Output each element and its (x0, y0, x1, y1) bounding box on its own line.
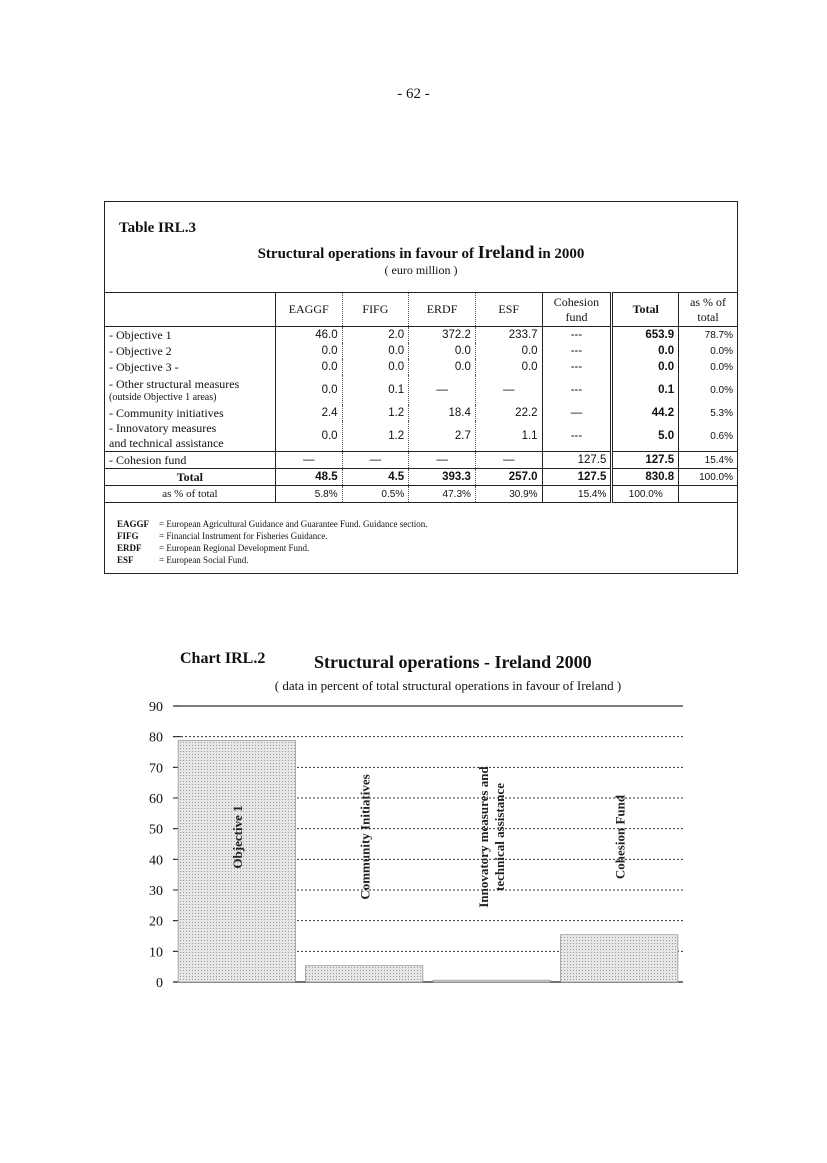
header-cohesion-fund: Cohesion fund (542, 293, 612, 327)
footnote-abbr: ERDF (117, 543, 142, 553)
percent-cell: 0.5% (342, 486, 409, 503)
table-cell: 0.0% (679, 343, 737, 359)
table-title-prefix: Structural operations in favour of (257, 246, 474, 262)
header-blank (105, 293, 275, 327)
row-label (105, 421, 275, 452)
table-cell: 0.0 (342, 343, 409, 359)
table-cell: 127.5 (612, 452, 679, 469)
table-cell: 0.0 (342, 359, 409, 375)
table-cell: 22.2 (475, 405, 542, 421)
bar-chart (0, 640, 827, 1000)
table-cell: 653.9 (612, 327, 679, 344)
footnote-line (117, 518, 427, 530)
table-row (105, 452, 737, 469)
footnote-line (117, 530, 427, 542)
y-tick-label: 60 (149, 792, 163, 807)
category-label-line: technical assistance (491, 783, 507, 891)
table-cell: — (475, 375, 542, 405)
table-cell: 0.0 (275, 343, 342, 359)
table-title-suffix: in 2000 (538, 246, 585, 262)
structural-operations-table (105, 292, 737, 503)
header-eaggf: EAGGF (275, 293, 342, 327)
total-cell: 48.5 (275, 469, 342, 486)
table-row (105, 327, 737, 344)
percent-row-label: as % of total (105, 486, 275, 503)
table-cell: 0.0 (612, 359, 679, 375)
footnote-line (117, 554, 427, 566)
total-row (105, 469, 737, 486)
table-subtitle: ( euro million ) (384, 263, 458, 277)
table-row (105, 343, 737, 359)
header-esf: ESF (475, 293, 542, 327)
bar (561, 935, 678, 982)
category-label (230, 805, 245, 868)
table-label: Table IRL.3 (119, 220, 196, 236)
y-tick-label: 70 (149, 761, 163, 777)
table-cell: 0.0 (475, 359, 542, 375)
row-label (105, 452, 275, 469)
row-label (105, 343, 275, 359)
table-cell: — (275, 452, 342, 469)
category-label-line: Cohesion Fund (612, 794, 628, 880)
y-tick-label: 10 (149, 945, 163, 961)
percent-row (105, 486, 737, 503)
footnote-text: = Financial Instrument for Fisheries Guidance. (159, 531, 328, 541)
table-cell: 0.6% (679, 421, 737, 452)
percent-cell: 30.9% (475, 486, 542, 503)
page-number: - 62 - (397, 86, 430, 102)
table-cell: 2.4 (275, 405, 342, 421)
table-cell: — (342, 452, 409, 469)
table-cell: 0.0 (409, 359, 476, 375)
table-cell: --- (542, 359, 612, 375)
table-cell: 2.7 (409, 421, 476, 452)
table-cell: 233.7 (475, 327, 542, 344)
row-label-text: - Community initiatives (109, 405, 224, 420)
percent-row-empty (679, 486, 737, 503)
table-cell: --- (542, 421, 612, 452)
table-cell: 1.1 (475, 421, 542, 452)
total-cell: 100.0% (679, 469, 737, 486)
category-label (612, 794, 627, 879)
percent-cell: 15.4% (542, 486, 612, 503)
row-label-text: - Objective 1 (109, 327, 172, 342)
footnote-abbr: EAGGF (117, 519, 150, 529)
row-label-text: - Cohesion fund (109, 452, 187, 467)
percent-cell: 47.3% (409, 486, 476, 503)
table-row (105, 359, 737, 375)
table-row (105, 405, 737, 421)
table-cell: 0.0 (275, 359, 342, 375)
table-frame (104, 201, 738, 574)
y-tick-label: 80 (149, 730, 163, 746)
table-header-row (105, 293, 737, 327)
table-cell: 2.0 (342, 327, 409, 344)
y-tick-label: 40 (149, 853, 163, 869)
total-cell: 257.0 (475, 469, 542, 486)
table-title (105, 242, 737, 263)
table-cell: 0.0 (612, 343, 679, 359)
table-cell: 1.2 (342, 421, 409, 452)
y-tick-label: 20 (149, 914, 163, 930)
table-cell: 0.1 (342, 375, 409, 405)
header-erdf: ERDF (409, 293, 476, 327)
row-label-subtext: (outside Objective 1 areas) (109, 392, 217, 403)
footnote-text: = European Regional Development Fund. (159, 543, 310, 553)
row-label-text: - Other structural measures (109, 377, 240, 391)
table-cell: --- (542, 375, 612, 405)
table-cell: 0.0 (409, 343, 476, 359)
percent-cell: 5.8% (275, 486, 342, 503)
table-cell: 1.2 (342, 405, 409, 421)
table-cell: 15.4% (679, 452, 737, 469)
total-cell: 393.3 (409, 469, 476, 486)
chart-label: Chart IRL.2 (180, 650, 266, 667)
table-row (105, 421, 737, 452)
table-cell: 18.4 (409, 405, 476, 421)
table-cell: 0.0% (679, 359, 737, 375)
footnote-abbr: ESF (117, 555, 134, 565)
table-cell: 46.0 (275, 327, 342, 344)
header-percent-of-total: as % of total (679, 293, 737, 327)
row-label (105, 327, 275, 344)
table-cell: 5.3% (679, 405, 737, 421)
table-cell: — (409, 375, 476, 405)
header-total: Total (612, 293, 679, 327)
bar (433, 980, 550, 982)
footnote-text: = European Agricultural Guidance and Guarantee Fund. Guidance section. (159, 519, 428, 529)
category-label-line: Innovatory measures and (475, 766, 491, 908)
percent-cell: 100.0% (612, 486, 679, 503)
table-cell: --- (542, 327, 612, 344)
row-label-subtext: and technical assistance (109, 436, 224, 450)
y-tick-label: 30 (149, 884, 163, 899)
table-cell: 0.0 (475, 343, 542, 359)
table-cell: 44.2 (612, 405, 679, 421)
category-label (476, 766, 507, 908)
table-cell: — (475, 452, 542, 469)
y-tick-label: 50 (149, 822, 163, 838)
table-cell: 372.2 (409, 327, 476, 344)
chart-area (0, 640, 827, 1000)
y-tick-label: 90 (149, 700, 163, 715)
table-cell: — (542, 405, 612, 421)
table-cell: 78.7% (679, 327, 737, 344)
table-cell: --- (542, 343, 612, 359)
category-label (357, 774, 372, 899)
row-label (105, 405, 275, 421)
chart-subtitle: ( data in percent of total structural operations in favour of Ireland ) (274, 678, 622, 693)
table-title-country: Ireland (477, 242, 535, 262)
y-tick-label: 0 (156, 976, 163, 991)
category-label-line: Objective 1 (229, 805, 245, 869)
chart-title: Structural operations - Ireland 2000 (314, 652, 592, 672)
row-label (105, 375, 275, 405)
row-label-text: - Objective 2 (109, 343, 172, 358)
footnote-abbr: FIFG (117, 531, 139, 541)
category-label-line: Community Initiatives (357, 774, 373, 900)
total-cell: 4.5 (342, 469, 409, 486)
footnote-text: = European Social Fund. (159, 555, 249, 565)
table-footnotes (117, 518, 427, 566)
row-label (105, 359, 275, 375)
table-cell: 127.5 (542, 452, 612, 469)
total-cell: 830.8 (612, 469, 679, 486)
footnote-line (117, 542, 427, 554)
table-row (105, 375, 737, 405)
table-cell: — (409, 452, 476, 469)
table-cell: 0.1 (612, 375, 679, 405)
table-cell: 0.0 (275, 375, 342, 405)
total-row-label: Total (105, 469, 275, 486)
header-fifg: FIFG (342, 293, 409, 327)
table-cell: 0.0% (679, 375, 737, 405)
bar (306, 966, 423, 982)
table-cell: 5.0 (612, 421, 679, 452)
total-cell: 127.5 (542, 469, 612, 486)
row-label-text: - Objective 3 - (109, 359, 179, 374)
row-label-text: - Innovatory measures (109, 421, 217, 435)
table-cell: 0.0 (275, 421, 342, 452)
